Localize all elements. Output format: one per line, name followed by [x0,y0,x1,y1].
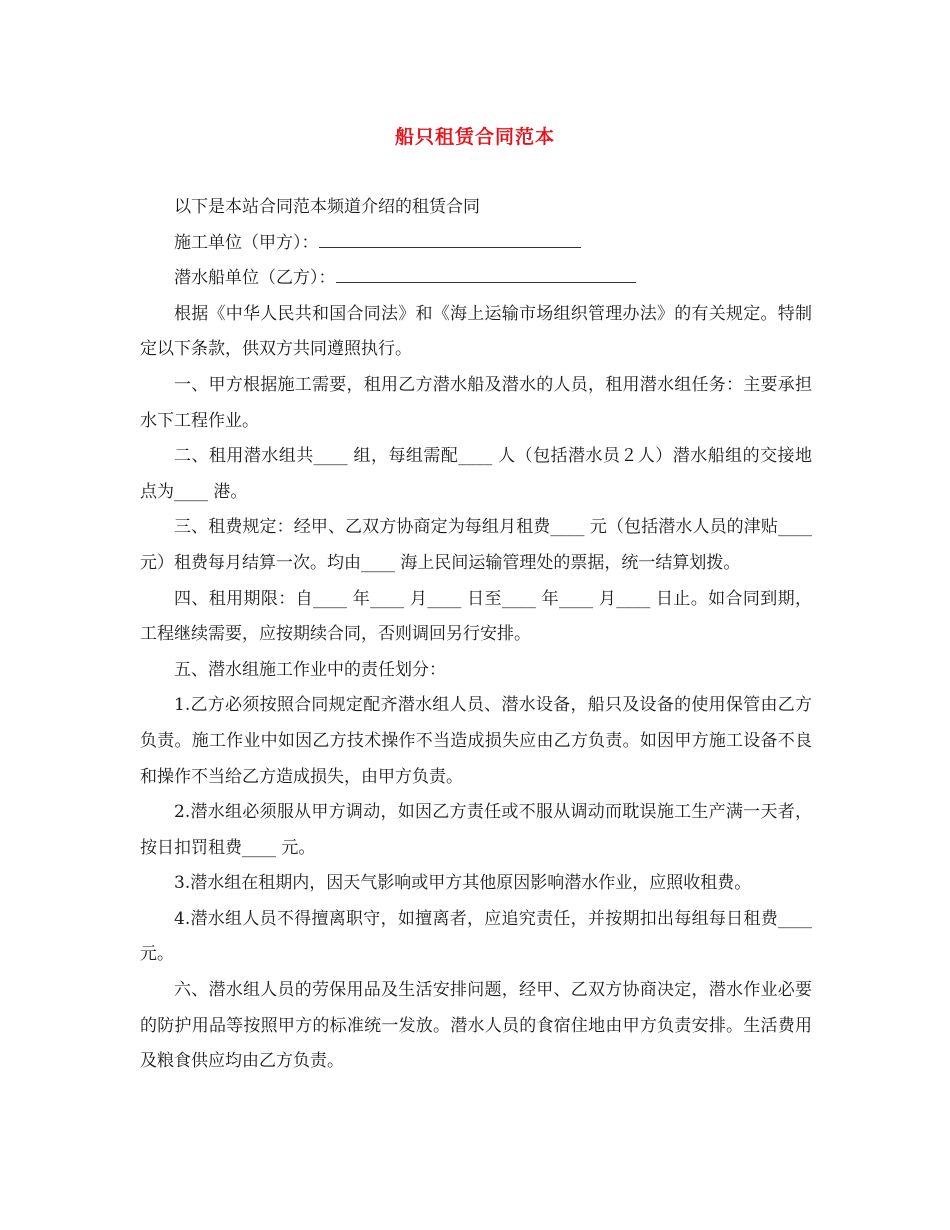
paragraph-basis: 根据《中华人民共和国合同法》和《海上运输市场组织管理办法》的有关规定。特制定以下条款，供双方共同遵照执行。 [140,303,812,360]
clause-6: 六、潜水组人员的劳保用品及生活安排问题，经甲、乙双方协商决定，潜水作业必要的防护用品等按照甲方的标准统一发放。潜水人员的食宿住地由甲方负责安排。生活费用及粮食供应均由乙方负责。 [140,980,812,1072]
clause-1: 一、甲方根据施工需要，租用乙方潜水船及潜水的人员，租用潜水组任务：主要承担水下工程作业。 [140,374,812,431]
party-a-label: 施工单位（甲方）： [174,232,319,253]
party-a-line [140,226,812,262]
paragraph-intro: 以下是本站合同范本频道介绍的租赁合同 [174,197,480,217]
party-b-blank [336,281,636,283]
clause-5-item-3: 3.潜水组在租期内，因天气影响或甲方其他原因影响潜水作业，应照收租费。 [174,873,752,894]
party-b-label: 潜水船单位（乙方）： [174,268,336,289]
clause-4: 四、租用期限：自____ 年____ 月____ 日至____ 年____ 月____ 日止。如合同到期，工程继续需要，应按期续合同，否则调回另行安排。 [140,588,812,645]
clause-2: 二、租用潜水组共____ 组，每组需配____ 人（包括潜水员２人）潜水船组的交接地点为____ 港。 [140,446,812,502]
clause-5-item-2: 2.潜水组必须服从甲方调动，如因乙方责任或不服从调动而耽误施工生产满一天者，按日扣罚租费____ 元。 [140,802,812,858]
clause-5-item-4: 4.潜水组人员不得擅离职守，如擅离者，应追究责任，并按期扣出每组每日租费____ 元。 [140,908,812,965]
clause-3: 三、租费规定：经甲、乙双方协商定为每组月租费____ 元（包括潜水人员的津贴____ 元）租费每月结算一次。均由____ 海上民间运输管理处的票据，统一结算划拨。 [140,517,812,573]
document-title: 船只租赁合同范本 [394,126,555,148]
clause-5-item-1: 1.乙方必须按照合同规定配齐潜水组人员、潜水设备，船只及设备的使用保管由乙方负责。施工作业中如因乙方技术操作不当造成损失应由乙方负责。如因甲方施工设备不良和操作不当给乙方造成损失，由甲方负责。 [140,695,812,787]
document-body [140,190,812,1080]
party-b-line [140,261,812,297]
party-a-blank [319,246,581,248]
clause-5: 五、潜水组施工作业中的责任划分： [174,659,446,680]
